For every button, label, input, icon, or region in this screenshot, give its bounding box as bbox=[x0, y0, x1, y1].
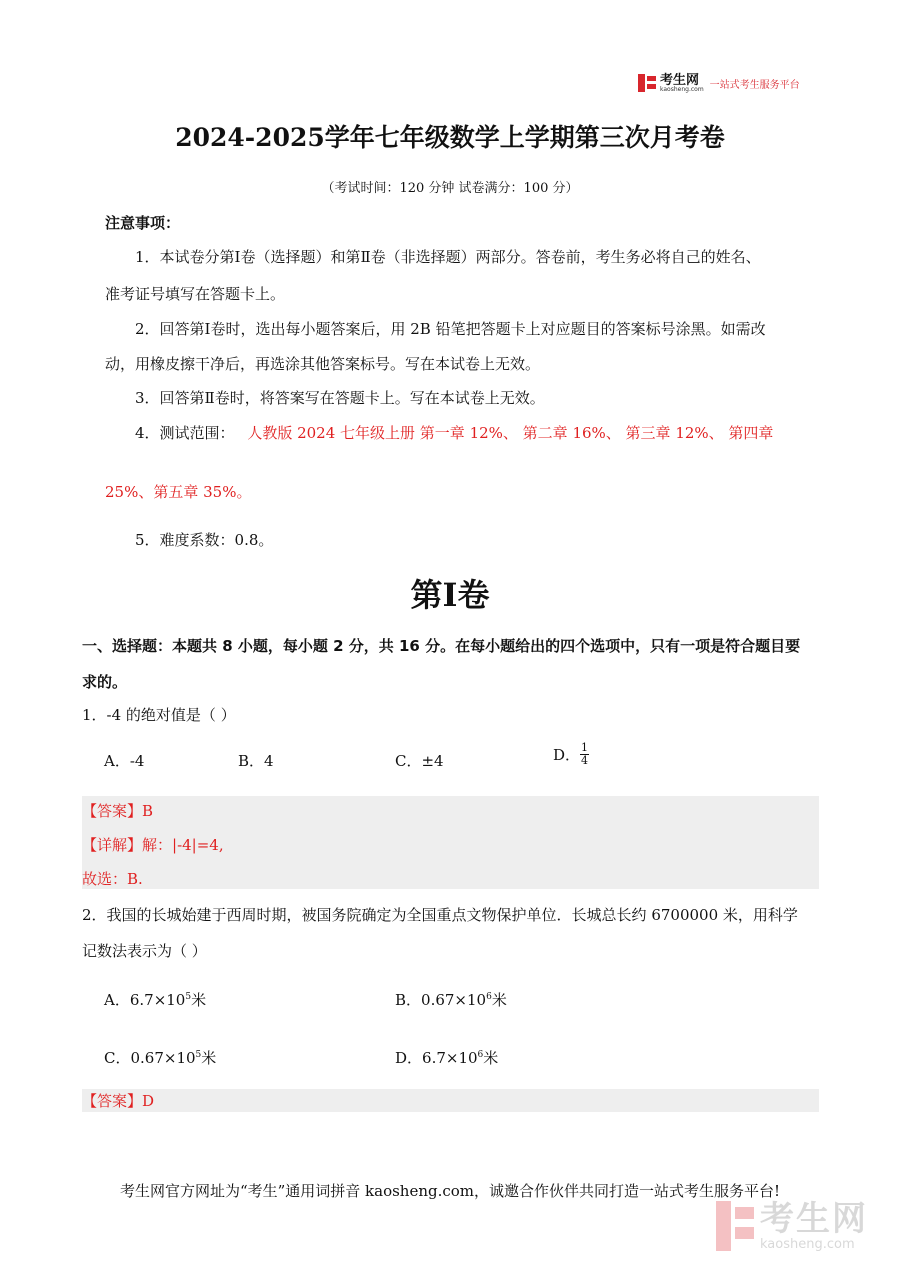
note-3: 3．回答第Ⅱ卷时，将答案写在答题卡上。写在本试卷上无效。 bbox=[135, 389, 545, 407]
question-2-stem-line-1: 2．我国的长城始建于西周时期，被国务院确定为全国重点文物保护单位．长城总长约 6700000 米，用科学 bbox=[82, 906, 798, 924]
option-a-label: A． bbox=[104, 991, 130, 1009]
question-1-option-d bbox=[553, 742, 589, 767]
answer-line bbox=[82, 800, 153, 822]
logo-domain: kaosheng.com bbox=[660, 85, 704, 93]
note-1-line-1: 1．本试卷分第Ⅰ卷（选择题）和第Ⅱ卷（非选择题）两部分。答卷前，考生务必将自己的姓名、 bbox=[135, 248, 761, 266]
conclusion-line: 故选：B. bbox=[82, 870, 143, 888]
note-2-line-2: 动，用橡皮擦干净后，再选涂其他答案标号。写在本试卷上无效。 bbox=[105, 355, 541, 373]
answer-tag: 【答案】 bbox=[82, 1092, 143, 1110]
question-1-option-b: B．4 bbox=[238, 752, 274, 770]
answer-box-2 bbox=[82, 1089, 819, 1112]
note-2-line-1: 2．回答第Ⅰ卷时，选出每小题答案后，用 2B 铅笔把答题卡上对应题目的答案标号涂黑。如需改 bbox=[135, 320, 766, 338]
answer-line bbox=[82, 1090, 154, 1112]
question-2-stem-line-2: 记数法表示为（ ） bbox=[82, 942, 207, 960]
option-d-exp: 6 bbox=[477, 1050, 484, 1060]
option-c-exp: 5 bbox=[195, 1050, 202, 1060]
watermark-name: 考生网 bbox=[760, 1199, 868, 1239]
option-c-unit: 米 bbox=[201, 1049, 217, 1067]
watermark-logo bbox=[716, 1200, 868, 1252]
part-1-instructions: 一、选择题：本题共 8 小题，每小题 2 分，共 16 分。在每小题给出的四个选项中，只有一项是符合题目要 bbox=[82, 637, 801, 655]
footer-text: 考生网官方网址为“考生”通用词拼音 kaosheng.com，诚邀合作伙伴共同打造一站式考生服务平台! bbox=[119, 1182, 781, 1200]
fraction bbox=[580, 742, 589, 767]
question-2-option-c bbox=[104, 1044, 216, 1069]
note-4 bbox=[135, 422, 773, 444]
option-d-label: D． bbox=[553, 745, 581, 764]
note-4-scope: 人教版 2024 七年级上册 第一章 12%、 第二章 16%、 第三章 12%、 第四章 bbox=[247, 424, 774, 442]
option-a-unit: 米 bbox=[191, 991, 207, 1009]
note-5: 5．难度系数：0.8。 bbox=[135, 531, 274, 549]
question-1-stem: 1．-4 的绝对值是（ ） bbox=[82, 706, 236, 724]
answer-box-1 bbox=[82, 796, 819, 889]
logo-slogan: 一站式考生服务平台 bbox=[709, 79, 800, 91]
option-c-base: 0.67×10 bbox=[130, 1049, 196, 1067]
question-1-option-a: A．-4 bbox=[104, 752, 145, 770]
answer-value: B bbox=[142, 802, 154, 820]
answer-value: D bbox=[142, 1092, 155, 1110]
note-4-label: 4．测试范围： bbox=[135, 424, 235, 442]
watermark-domain: kaosheng.com bbox=[760, 1237, 855, 1252]
question-2-option-b bbox=[395, 986, 507, 1011]
watermark-icon bbox=[716, 1201, 754, 1251]
option-b-label: B． bbox=[395, 991, 422, 1009]
detail-line bbox=[82, 834, 224, 856]
option-c-label: C． bbox=[104, 1049, 131, 1067]
option-d-label: D． bbox=[395, 1049, 423, 1067]
part-1-instructions-cont: 求的。 bbox=[82, 673, 128, 691]
fraction-denominator: 4 bbox=[581, 754, 589, 767]
notes-heading: 注意事项： bbox=[105, 214, 181, 232]
page-title: 2024-2025学年七年级数学上学期第三次月考卷 bbox=[175, 123, 725, 152]
header-logo bbox=[638, 72, 800, 94]
exam-info: （考试时间：120 分钟 试卷满分：100 分） bbox=[321, 181, 579, 196]
answer-tag: 【答案】 bbox=[82, 802, 143, 820]
detail-tag: 【详解】 bbox=[82, 836, 143, 854]
logo-icon bbox=[638, 74, 656, 92]
note-1-line-2: 准考证号填写在答题卡上。 bbox=[105, 285, 286, 303]
question-2-option-a bbox=[104, 986, 206, 1011]
option-a-base: 6.7×10 bbox=[129, 991, 186, 1009]
section-title: 第Ⅰ卷 bbox=[410, 576, 490, 614]
option-d-unit: 米 bbox=[483, 1049, 499, 1067]
question-2-option-d bbox=[395, 1044, 498, 1069]
question-1-option-c: C．±4 bbox=[395, 752, 444, 770]
option-b-unit: 米 bbox=[491, 991, 507, 1009]
option-b-base: 0.67×10 bbox=[421, 991, 487, 1009]
note-4-scope-cont: 25%、第五章 35%。 bbox=[105, 483, 252, 501]
option-a-exp: 5 bbox=[185, 992, 192, 1002]
fraction-numerator: 1 bbox=[581, 741, 589, 754]
option-b-exp: 6 bbox=[486, 992, 492, 1002]
detail-text: 解：|-4|=4, bbox=[142, 836, 224, 854]
logo-name: 考生网 bbox=[660, 72, 700, 88]
option-d-base: 6.7×10 bbox=[422, 1049, 478, 1067]
